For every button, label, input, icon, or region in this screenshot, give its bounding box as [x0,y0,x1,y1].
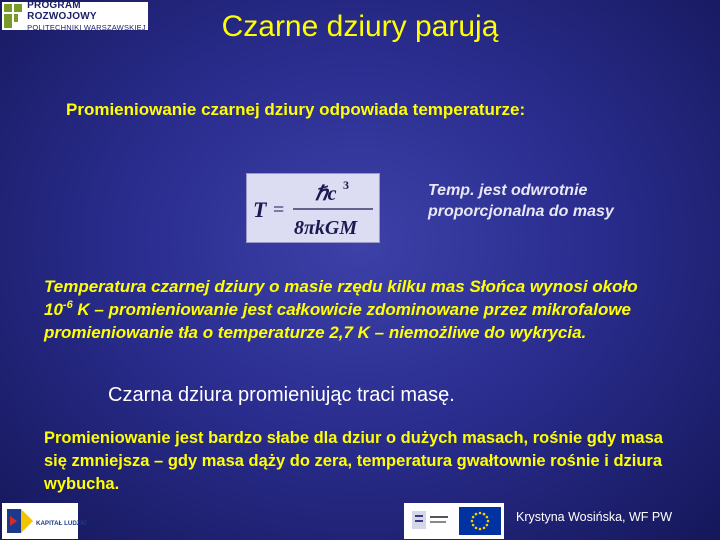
slide-title: Czarne dziury parują [221,10,499,43]
formula-numerator: ℏc [315,183,337,205]
formula-equals: = [273,199,285,221]
para1-before: Temperatura czarnej dziury o masie rzędu kilku mas Słońca wynosi około 10 [44,277,638,319]
logo-line-2: POLITECHNIKI WARSZAWSKIEJ [27,22,146,32]
temperature-formula [246,173,380,243]
formula-denominator: 8πkGM [294,217,358,239]
eu-funds-logo [404,503,504,539]
flag-yellow-shape [21,509,33,533]
author-credit: Krystyna Wosińska, WF PW [516,510,673,524]
kapital-ludzki-logo [2,503,87,539]
intro-text: Promieniowanie czarnej dziury odpowiada temperaturze: [66,100,526,119]
para1-after: K – promieniowanie jest całkowicie zdominowane przez mikrofalowe promieniowanie tła o temperaturze 2,7 K – niemożliwe do wykrycia. [44,300,632,342]
formula-lhs: T [253,197,267,222]
formula-note: Temp. jest odwrotnie proporcjonalna do masy [428,182,614,220]
kapital-ludzki-text: KAPITAŁ LUDZKI [36,520,87,527]
paragraph-temperature [44,275,664,344]
subheading: Czarna dziura promieniując traci masę. [108,384,455,406]
eu-fund-mark-icon [408,507,452,535]
formula-numerator-exponent: 3 [343,178,349,192]
paragraph-explosion: Promieniowanie jest bardzo słabe dla dziur o dużych masach, rośnie gdy masa się zmniejsza – gdy masa dąży do zera, temperatura gwałtownie rośnie i dziura wybucha. [44,429,663,493]
logo-line-1: PROGRAM ROZWOJOWY [27,0,97,22]
eu-flag-icon [459,507,501,535]
para1-exponent: -6 [62,299,73,311]
